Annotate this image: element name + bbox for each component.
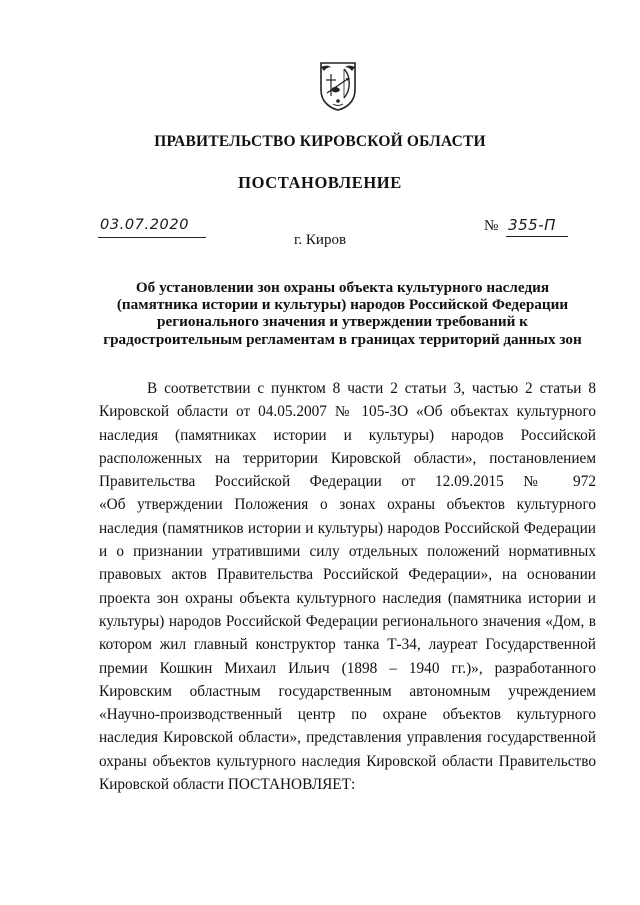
body-line: «Об утверждении Положения о зонах охраны объектов культурного [99, 496, 596, 514]
body-line: проекта зон охраны объекта культурного наследия (памятника истории и [99, 589, 596, 607]
handwritten-number: 355-П [508, 216, 556, 234]
body-line: котором жил главный конструктор танка Т-34, лауреат Государственной [99, 636, 596, 654]
subject-line: регионального значения и утверждении требований к [157, 313, 528, 331]
organization-title: ПРАВИТЕЛЬСТВО КИРОВСКОЙ ОБЛАСТИ [154, 133, 486, 150]
body-line: Кировской области ПОСТАНОВЛЯЕТ: [99, 776, 356, 794]
body-line: наследия Кировской области», представления управления государственной [99, 729, 596, 747]
body-line: наследия (памятниках истории и культуры) народов Российской [99, 426, 596, 444]
body-line: В соответствии с пунктом 8 части 2 статьи 3, частью 2 статьи 8 [147, 380, 596, 397]
subject-line: градостроительным регламентам в границах территорий данных зон [103, 330, 582, 348]
document-subject [90, 279, 595, 348]
body-line: «Научно-производственный центр по охране объектов культурного [99, 706, 596, 724]
body-line: Кировской области от 04.05.2007 № 105-ЗО «Об объектах культурного [99, 403, 596, 421]
number-sign-label: № [484, 218, 499, 234]
body-line: наследия (памятников истории и культуры) народов Российской Федерации [99, 519, 596, 537]
body-line: правовых актов Правительства Российской Федерации», на основании [99, 566, 596, 584]
body-line: Правительства Российской Федерации от 12.09.2015 № 972 [99, 473, 596, 491]
body-line: Кировским областным государственным автономным учреждением [99, 682, 596, 700]
subject-line: Об установлении зон охраны объекта культурного наследия [135, 279, 550, 296]
document-body [99, 377, 596, 796]
body-line: культуры) народов Российской Федерации регионального значения «Дом, в [99, 612, 596, 630]
subject-line: (памятника истории и культуры) народов Российской Федерации [116, 296, 569, 314]
body-line: охраны объектов культурного наследия Кировской области Правительство [99, 752, 596, 770]
body-line: расположенных на территории Кировской области», постановлением [99, 449, 596, 467]
document-type-heading: ПОСТАНОВЛЕНИЕ [238, 173, 402, 192]
body-line: премии Кошкин Михаил Ильич (1898 – 1940 гг.)», разработанного [99, 659, 596, 677]
handwritten-date: 03.07.2020 [100, 217, 190, 233]
kirov-coat-of-arms-icon [318, 60, 358, 112]
body-line: и о признании утратившими силу отдельных положений нормативных [99, 543, 596, 561]
city-label: г. Киров [293, 232, 347, 248]
